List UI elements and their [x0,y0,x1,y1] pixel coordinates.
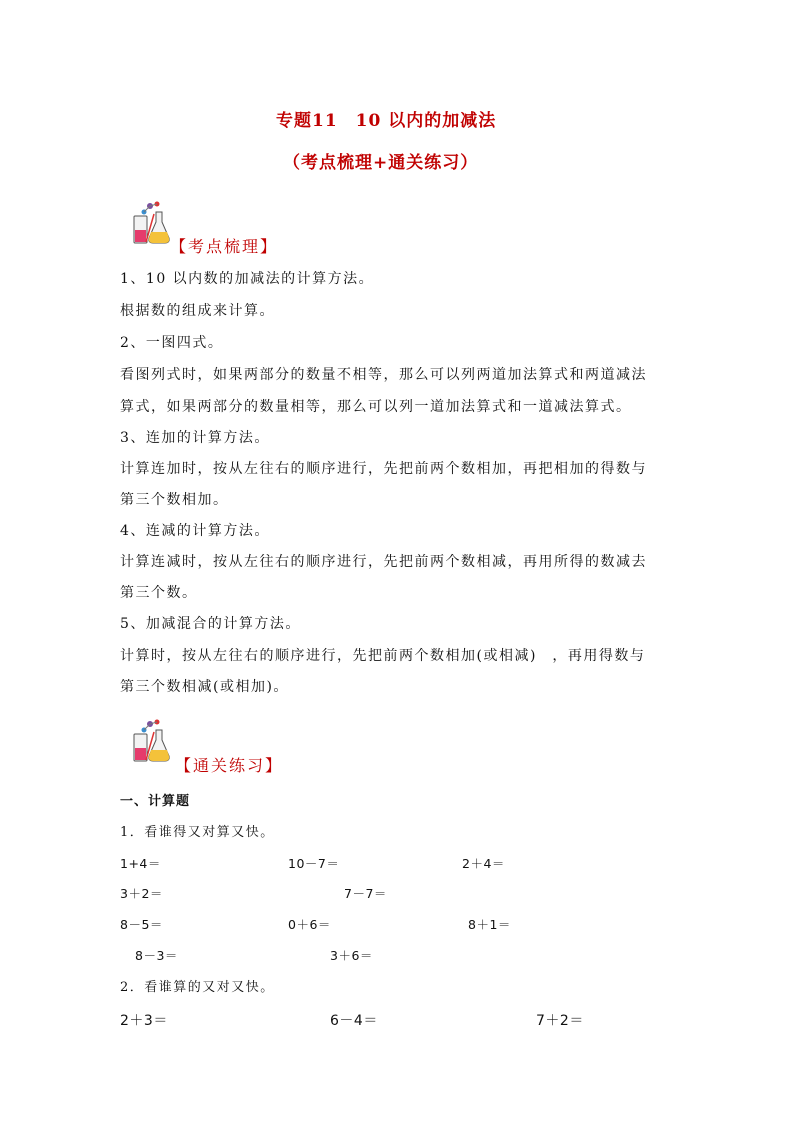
text-line: 5、加减混合的计算方法。 [120,616,301,632]
question-2: 2．看谁算的又对又快。 [120,980,275,995]
equation: 8－5＝ [120,917,163,932]
text-line: 算式，如果两部分的数量相等，那么可以列一道加法算式和一道减法算式。 [120,399,632,415]
text-line: 看图列式时，如果两部分的数量不相等，那么可以列两道加法算式和两道减法 [120,367,647,383]
question-1: 1．看谁得又对算又快。 [120,825,275,840]
equation: 2＋3＝ [120,1013,168,1029]
lab-flask-icon [130,718,172,764]
section-label-practice: 【通关练习】 [175,756,284,775]
page-title: 专题11 10 以内的加减法 [276,111,497,131]
equation: 1+4＝ [120,856,161,871]
equation: 10－7＝ [288,856,340,871]
text-line: 计算连减时，按从左往右的顺序进行，先把前两个数相减，再用所得的数减去 [120,554,647,570]
equation: 8＋1＝ [468,917,511,932]
equation: 3＋6＝ [330,948,373,963]
text-line: 第三个数相加。 [120,492,229,508]
text-line: 1、10 以内数的加减法的计算方法。 [120,271,375,287]
text-line: 计算连加时，按从左往右的顺序进行，先把前两个数相加，再把相加的得数与 [120,461,647,477]
equation: 0＋6＝ [288,917,331,932]
equation: 6－4＝ [330,1013,378,1029]
text-line: 第三个数。 [120,585,198,601]
equation: 2＋4＝ [462,856,505,871]
text-line: 4、连减的计算方法。 [120,523,270,539]
text-line: 3、连加的计算方法。 [120,430,270,446]
text-line: 计算时，按从左往右的顺序进行，先把前两个数相加(或相减) ，再用得数与 [120,648,646,664]
equation: 3＋2＝ [120,886,163,901]
section-label-key-points: 【考点梳理】 [170,237,279,256]
page-subtitle: （考点梳理+通关练习） [283,153,479,173]
section-heading: 一、计算题 [120,794,191,809]
equation: 8－3＝ [135,948,178,963]
text-line: 根据数的组成来计算。 [120,303,275,319]
equation: 7－7＝ [344,886,387,901]
text-line: 第三个数相减(或相加)。 [120,679,289,695]
lab-flask-icon [130,200,172,246]
equation: 7＋2＝ [536,1013,584,1029]
text-line: 2、一图四式。 [120,335,224,351]
